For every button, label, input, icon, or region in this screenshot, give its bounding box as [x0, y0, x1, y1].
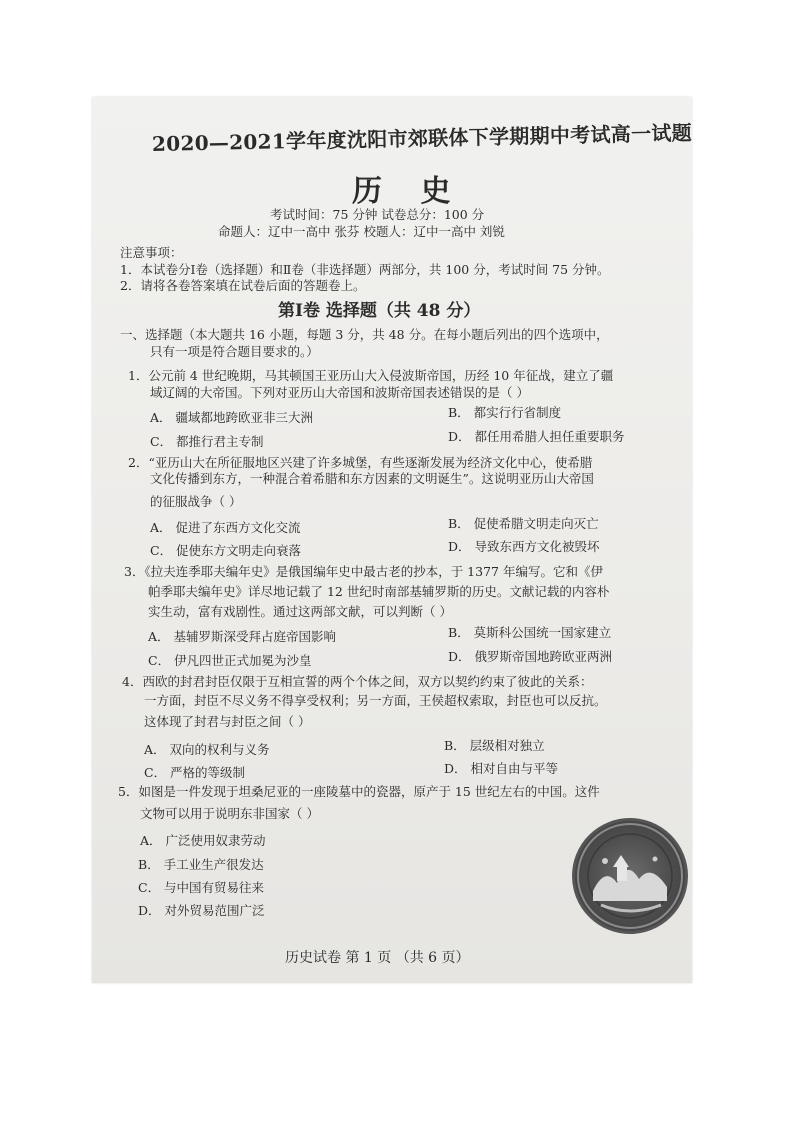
question-text: 文化传播到东方，一种混合着希腊和东方因素的文明诞生”。这说明亚历山大帝国 — [150, 471, 594, 486]
question-text: 实生动，富有戏剧性。通过这两部文献，可以判断（ ） — [148, 604, 452, 619]
option-a: A． 疆域都地跨欧亚非三大洲 — [150, 410, 314, 425]
exam-title: 2020—2021学年度沈阳市郊联体下学期期中考试高一试题 — [151, 120, 693, 156]
section-intro: 只有一项是符合题目要求的。） — [150, 344, 319, 359]
question-text: 2．“亚历山大在所征服地区兴建了许多城堡，有些逐渐发展为经济文化中心，使希腊 — [128, 455, 593, 470]
option-d: D． 对外贸易范围广泛 — [138, 903, 265, 918]
question-text: 帕季耶夫编年史》详尽地记载了 12 世纪时南部基辅罗斯的历史。文献记载的内容朴 — [148, 584, 610, 599]
option-b: B． 促使希腊文明走向灭亡 — [448, 516, 599, 531]
porcelain-artifact-image — [572, 818, 688, 934]
question-text: 1．公元前 4 世纪晚期，马其顿国王亚历山大入侵波斯帝国，历经 10 年征战，建立了疆 — [128, 368, 614, 383]
option-d: D． 相对自由与平等 — [444, 761, 558, 776]
question-text: 这体现了封君与封臣之间（ ） — [144, 714, 311, 729]
author-info: 命题人：辽中一高中 张芬 校题人：辽中一高中 刘锐 — [218, 224, 505, 239]
option-b: B． 手工业生产很发达 — [138, 857, 264, 872]
option-a: A． 双向的权利与义务 — [144, 742, 270, 757]
option-c: C． 伊凡四世正式加冕为沙皇 — [148, 653, 312, 668]
option-c: C． 都推行君主专制 — [150, 434, 264, 449]
option-a: A． 广泛使用奴隶劳动 — [140, 833, 266, 848]
question-text: 域辽阔的大帝国。下列对亚历山大帝国和波斯帝国表述错误的是（ ） — [150, 385, 529, 400]
section-title: 第Ⅰ卷 选择题（共 48 分） — [278, 301, 481, 321]
note-item: 2．请将各卷答案填在试卷后面的答题卷上。 — [120, 278, 366, 293]
subject-title: 历 史 — [352, 174, 465, 209]
option-d: D． 都任用希腊人担任重要职务 — [448, 429, 625, 444]
option-c: C． 与中国有贸易往来 — [138, 880, 265, 895]
question-text: 文物可以用于说明东非国家（ ） — [140, 806, 319, 821]
option-c: C． 严格的等级制 — [144, 765, 246, 780]
question-text: 一方面，封臣不尽义务不得享受权利；另一方面，王侯超权索取，封臣也可以反抗。 — [144, 693, 607, 708]
option-b: B． 层级相对独立 — [444, 738, 545, 753]
option-a: A． 促进了东西方文化交流 — [150, 520, 301, 535]
note-item: 1．本试卷分Ⅰ卷（选择题）和Ⅱ卷（非选择题）两部分，共 100 分，考试时间 75 分钟。 — [120, 262, 610, 277]
question-text: 3．《拉夫连季耶夫编年史》是俄国编年史中最古老的抄本，于 1377 年编写。它和《伊 — [124, 564, 603, 579]
option-d: D． 导致东西方文化被毁坏 — [448, 539, 600, 554]
option-b: B． 都实行行省制度 — [448, 405, 562, 420]
option-d: D． 俄罗斯帝国地跨欧亚两洲 — [448, 649, 612, 664]
notes-title: 注意事项： — [120, 245, 183, 260]
section-intro: 一、选择题（本大题共 16 小题，每题 3 分，共 48 分。在每小题后列出的四个选项中， — [120, 327, 609, 342]
option-a: A． 基辅罗斯深受拜占庭帝国影响 — [148, 629, 337, 644]
option-c: C． 促使东方文明走向衰落 — [150, 543, 302, 558]
option-b: B． 莫斯科公国统一国家建立 — [448, 625, 612, 640]
exam-time-info: 考试时间：75 分钟 试卷总分：100 分 — [270, 207, 485, 222]
page-footer: 历史试卷 第 1 页 （共 6 页） — [285, 950, 470, 966]
question-text: 5．如图是一件发现于坦桑尼亚的一座陵墓中的瓷器，原产于 15 世纪左右的中国。这件 — [118, 784, 600, 799]
question-text: 4．西欧的封君封臣仅限于互相宣誓的两个个体之间，双方以契约约束了彼此的关系： — [122, 674, 593, 689]
question-text: 的征服战争（ ） — [150, 494, 242, 509]
